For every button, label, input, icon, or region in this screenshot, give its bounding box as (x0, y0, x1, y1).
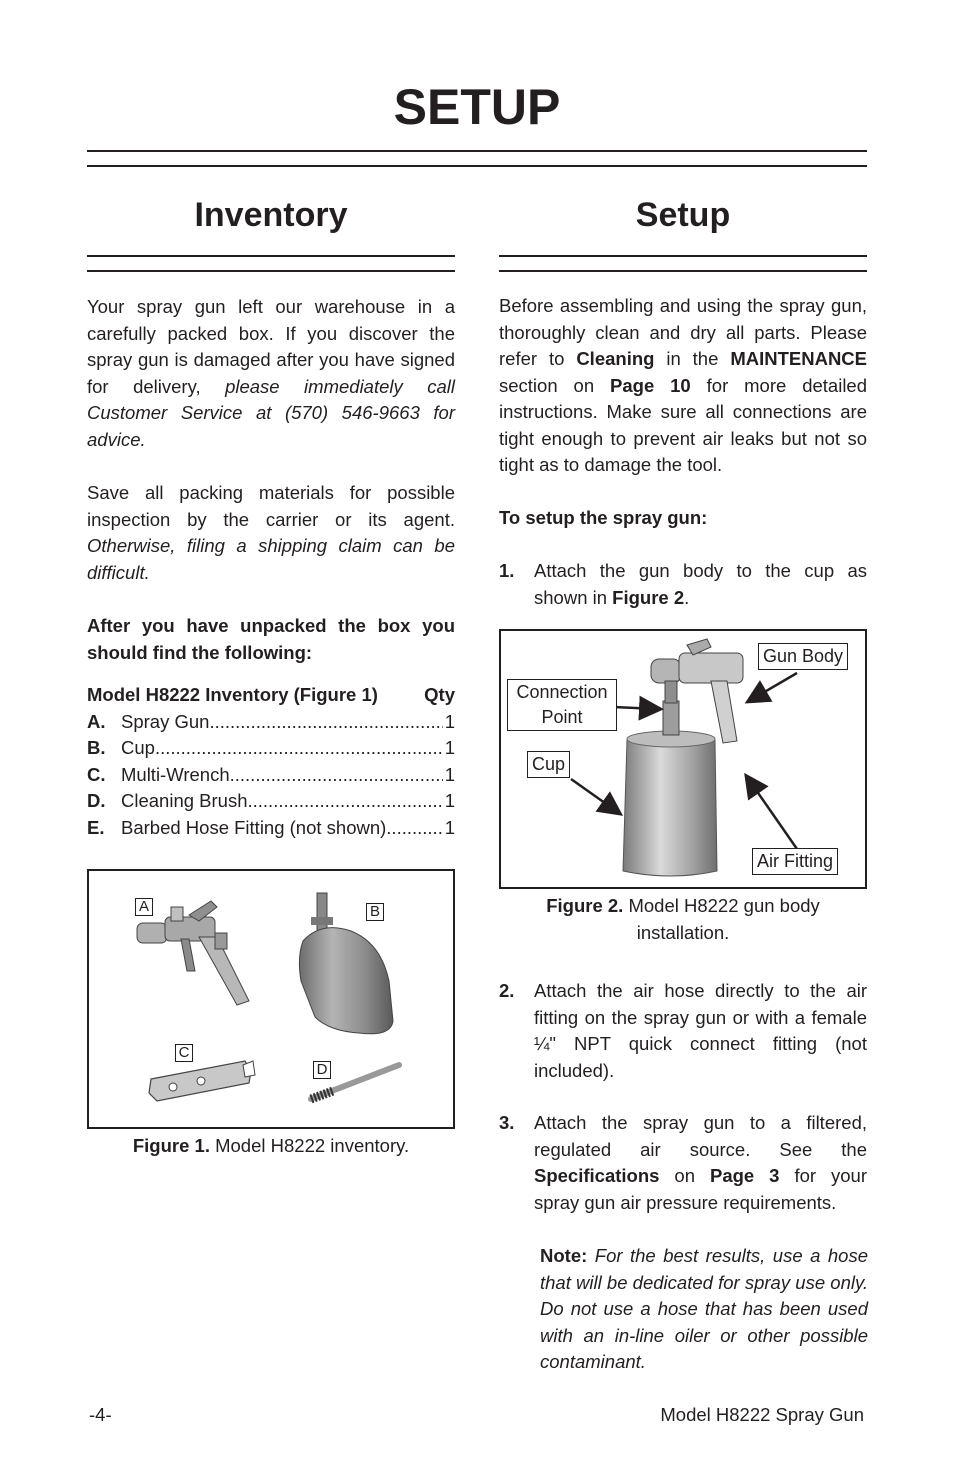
inventory-row-name: Multi-Wrench (121, 764, 230, 785)
inventory-row-leader (386, 817, 442, 839)
setup-steps-heading: To setup the spray gun: (499, 507, 708, 528)
inventory-paragraph-1 (87, 294, 455, 453)
figure-2-box (499, 629, 867, 889)
cup-arrow (571, 779, 619, 813)
inventory-table-qty-header: Qty (424, 684, 455, 705)
inventory-row (87, 737, 455, 759)
inventory-row-qty: 1 (444, 764, 455, 785)
inventory-row (87, 711, 455, 733)
inventory-para2-italic: Otherwise, filing a shipping claim can be difficult. (87, 535, 455, 583)
step-3-page-ref: Page 3 (709, 1165, 780, 1186)
setup-rule-top (499, 255, 867, 257)
step-1-text-main: Attach the gun body to the cup as shown in (534, 560, 867, 608)
setup-intro-text-1: Before assembling and using the spray gun, thoroughly clean and dry all parts. Please refer to (499, 295, 867, 369)
air-fitting-arrow (747, 777, 797, 849)
step-3-text-main: Attach the spray gun to a filtered, regulated air source. See the (534, 1112, 867, 1160)
step-3-text-mid: on (659, 1165, 710, 1186)
inventory-row (87, 790, 455, 812)
inventory-row-letter: E. (87, 817, 105, 838)
inventory-para1-italic: please immediately call Customer Service at (570) 546-9663 for advice. (87, 375, 455, 450)
inventory-para2-text: Save all packing materials for possible inspection by the carrier or its agent. (87, 482, 455, 530)
setup-rule-bottom (499, 270, 867, 272)
connection-point-label-line1: Connection (516, 682, 608, 702)
gun-body-label: Gun Body (758, 643, 848, 670)
inventory-row-letter: C. (87, 764, 106, 785)
inventory-row-leader (155, 737, 443, 759)
inventory-rule-bottom (87, 270, 455, 272)
setup-heading: Setup (635, 196, 731, 234)
figure-2-caption-line2: installation. (636, 922, 730, 943)
title-rule-top (87, 150, 867, 152)
connection-point-label-line2: Point (541, 707, 583, 727)
setup-step-3 (499, 1110, 867, 1220)
inventory-row-letter: A. (87, 711, 106, 732)
step-1-number: 1. (499, 560, 515, 581)
inventory-heading: Inventory (194, 196, 348, 234)
step-2-number: 2. (499, 980, 515, 1001)
step-3-text (534, 1110, 867, 1216)
figure-1-caption-text: Model H8222 inventory. (209, 1135, 410, 1156)
step-1-text (534, 558, 867, 611)
setup-step-2 (499, 978, 867, 1088)
figure-1-box (87, 869, 455, 1129)
setup-note (540, 1243, 868, 1376)
figure-1-tag-a: A (135, 898, 153, 916)
inventory-row-qty: 1 (444, 711, 455, 732)
step-1-figure-ref: Figure 2 (612, 586, 685, 608)
step-3-number: 3. (499, 1112, 515, 1133)
inventory-table-header (87, 684, 455, 706)
setup-intro-bold-cleaning: Cleaning (576, 348, 655, 369)
installed-cup-image (623, 731, 717, 876)
figure-1-caption-label: Figure 1. (132, 1135, 210, 1156)
inventory-rule-top (87, 255, 455, 257)
inventory-row (87, 817, 455, 839)
multi-wrench-image (149, 1061, 255, 1101)
setup-intro-text-2: in the (654, 348, 731, 369)
air-fitting-label: Air Fitting (752, 848, 838, 875)
inventory-para1-text: Your spray gun left our warehouse in a carefully packed box. If you discover the spray gun is damaged after you have signed for delivery, (87, 296, 455, 397)
step-3-text-end: for your spray gun air pressure requirements. (534, 1165, 868, 1213)
figure-2-caption (499, 892, 867, 946)
setup-intro-text-4: for more detailed instructions. Make sure all connections are tight enough to prevent air leaks but not so tight as to damage the tool. (499, 374, 868, 475)
inventory-paragraph-3: After you have unpacked the box you should find the following: (87, 615, 455, 663)
gun-body-image (651, 639, 743, 743)
figure-2-caption-text: Model H8222 gun body (623, 895, 820, 916)
title-rule-bottom (87, 165, 867, 167)
gun-body-arrow (749, 673, 797, 701)
inventory-row-leader (248, 790, 443, 812)
figure-1-tag-b: B (366, 903, 384, 921)
inventory-row-letter: D. (87, 790, 106, 811)
figure-1-tag-d: D (313, 1061, 331, 1079)
inventory-row (87, 764, 455, 786)
cup-label: Cup (527, 751, 570, 778)
page-number: -4- (89, 1404, 112, 1425)
inventory-table-title: Model H8222 Inventory (Figure 1) (87, 684, 378, 705)
inventory-row-name: Cup (121, 737, 155, 758)
step-3-specifications-ref: Specifications (534, 1165, 660, 1186)
inventory-row-leader (209, 711, 442, 733)
inventory-row-qty: 1 (444, 817, 455, 838)
inventory-row-qty: 1 (444, 737, 455, 758)
connection-point-arrow (613, 707, 659, 709)
figure-1-caption (87, 1132, 455, 1159)
setup-intro-bold-maintenance: MAINTENANCE (730, 348, 868, 369)
figure-2-caption-label: Figure 2. (546, 895, 624, 916)
page-title: SETUP (393, 79, 561, 135)
setup-intro (499, 293, 867, 479)
inventory-row-name: Spray Gun (121, 711, 210, 732)
note-text: For the best results, use a hose that will be dedicated for spray use only. Do not use a hose that has been used with an in-line oiler or other possible contaminant. (540, 1245, 868, 1372)
connection-point-label (507, 679, 617, 731)
inventory-paragraph-2 (87, 480, 455, 586)
spray-gun-image (137, 901, 249, 1005)
setup-step-1 (499, 558, 867, 614)
step-2-text: Attach the air hose directly to the air fitting on the spray gun or with a female ¼" NPT quick connect fitting (not included). (534, 980, 867, 1081)
inventory-row-name: Cleaning Brush (121, 790, 248, 811)
inventory-row-name: Barbed Hose Fitting (not shown) (121, 817, 387, 838)
inventory-row-qty: 1 (444, 790, 455, 811)
step-1-text-end: . (684, 586, 690, 608)
footer-model: Model H8222 Spray Gun (660, 1404, 864, 1425)
setup-intro-text-3: section on (499, 374, 611, 396)
setup-intro-bold-page: Page 10 (610, 374, 691, 396)
inventory-row-leader (230, 764, 443, 786)
inventory-row-letter: B. (87, 737, 106, 758)
note-label: Note: (540, 1245, 588, 1266)
figure-1-tag-c: C (175, 1044, 193, 1062)
